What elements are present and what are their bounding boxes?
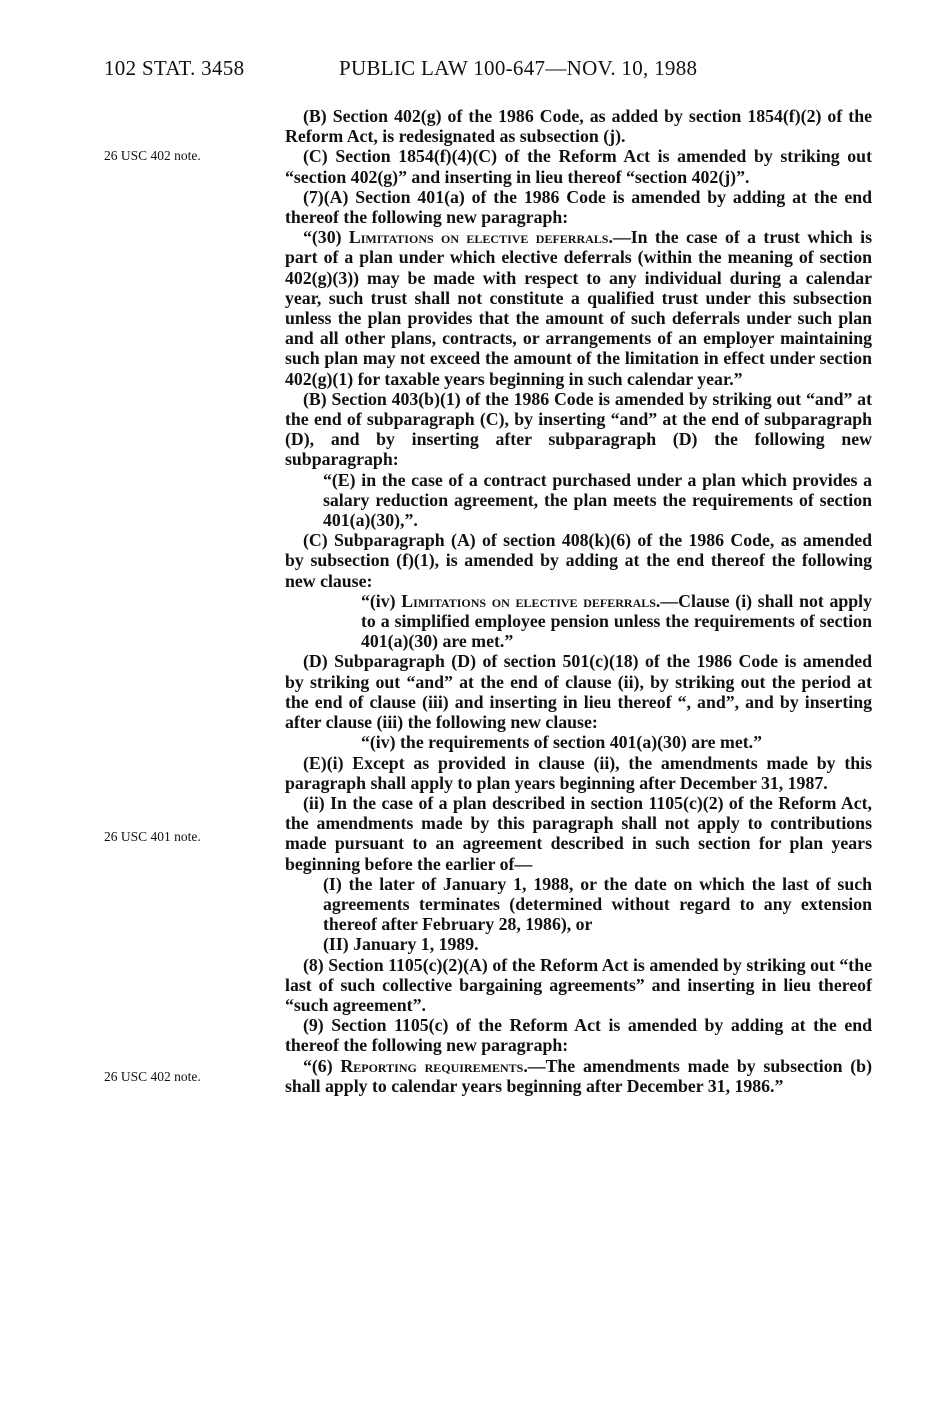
new-clause-iv-501: “(iv) the requirements of section 401(a)(30) are met.”	[361, 732, 762, 753]
page-identifier: 102 STAT. 3458	[104, 56, 245, 80]
margin-note-401: 26 USC 401 note.	[104, 829, 201, 844]
running-title: PUBLIC LAW 100-647—NOV. 10, 1988	[339, 56, 698, 80]
statute-text	[285, 106, 872, 1096]
paragraph-9: (9) Section 1105(c) of the Reform Act is amended by adding at the end thereof the following new paragraph:	[285, 1015, 872, 1056]
paragraph-8: (8) Section 1105(c)(2)(A) of the Reform Act is amended by striking out “the last of such collective bargaining agreements” and inserting in lieu thereof “such agreement”.	[285, 954, 872, 1015]
clause-iv-text: —Clause (i) shall not apply to a simplified employee pension unless the requirements of section 401(a)(30) are met.”	[361, 590, 873, 652]
paragraph-b-402g: (B) Section 402(g) of the 1986 Code, as added by section 1854(f)(2) of the Reform Act, is redesignated as subsection (j).	[285, 106, 872, 147]
paragraph-7a: (7)(A) Section 401(a) of the 1986 Code is amended by adding at the end thereof the following new paragraph:	[285, 186, 872, 228]
clause-iv-number: “(iv)	[361, 590, 402, 611]
page-header	[104, 56, 870, 84]
margin-note-402-first: 26 USC 402 note.	[104, 148, 201, 163]
paragraph-30-heading: Limitations on elective deferrals.	[348, 227, 613, 248]
subclause-II: (II) January 1, 1989.	[323, 934, 479, 955]
new-subparagraph-e: “(E) in the case of a contract purchased under a plan which provides a salary reduction agreement, the plan meets the requirements of section 401(a)(30),”.	[323, 469, 872, 531]
new-paragraph-30	[285, 227, 872, 389]
paragraph-d-501: (D) Subparagraph (D) of section 501(c)(18) of the 1986 Code is amended by striking out “and” at the end of clause (ii), by striking out the period at the end of clause (iii) and inserting in lieu thereof “, and”, and by inserting after clause (iii) the following new clause:	[285, 651, 872, 733]
new-clause-iv-408	[361, 591, 872, 652]
clause-iv-heading: Limitations on elective deferrals.	[401, 590, 661, 611]
paragraph-6-text: —The amendments made by subsection (b) shall apply to calendar years beginning after December 31, 1986.”	[285, 1055, 872, 1096]
subclause-I: (I) the later of January 1, 1988, or the date on which the last of such agreements terminates (determined without regard to any extension thereof after February 28, 1986), or	[323, 873, 872, 935]
paragraph-e-i: (E)(i) Except as provided in clause (ii), the amendments made by this paragraph shall apply to plan years beginning after December 31, 1987.	[285, 752, 872, 793]
paragraph-c-408: (C) Subparagraph (A) of section 408(k)(6) of the 1986 Code, as amended by subsection (f)(1), is amended by adding at the end thereof the following new clause:	[285, 530, 872, 591]
paragraph-30-number: “(30)	[303, 227, 349, 248]
paragraph-c-1854: (C) Section 1854(f)(4)(C) of the Reform Act is amended by striking out “section 402(g)” and inserting in lieu thereof “section 402(j)”.	[285, 146, 872, 187]
paragraph-e-ii: (ii) In the case of a plan described in section 1105(c)(2) of the Reform Act, the amendments made by this paragraph shall not apply to contributions made pursuant to an agreement described in such section for plan years beginning before the earlier of—	[285, 792, 872, 874]
paragraph-30-text: —In the case of a trust which is part of a plan under which elective deferrals (within the meaning of section 402(g)(3)) may be made with respect to any individual during a calendar year, such trust shall not constitute a qualified trust under this subsection unless the plan provides that the amount of such deferrals under such plan and all other plans, contracts, or arrangements of an employer maintaining such plan may not exceed the amount of the limitation in effect under section 402(g)(1) for taxable years beginning in such calendar year.”	[285, 227, 873, 389]
new-paragraph-6	[285, 1056, 872, 1096]
margin-note-402-second: 26 USC 402 note.	[104, 1069, 201, 1084]
paragraph-6-number: “(6)	[303, 1055, 341, 1076]
paragraph-b-403: (B) Section 403(b)(1) of the 1986 Code is amended by striking out “and” at the end of subparagraph (C), by inserting “and” at the end of subparagraph (D), and by inserting after subparagraph (D) the following new subparagraph:	[285, 388, 872, 470]
paragraph-6-heading: Reporting requirements.	[340, 1055, 528, 1076]
